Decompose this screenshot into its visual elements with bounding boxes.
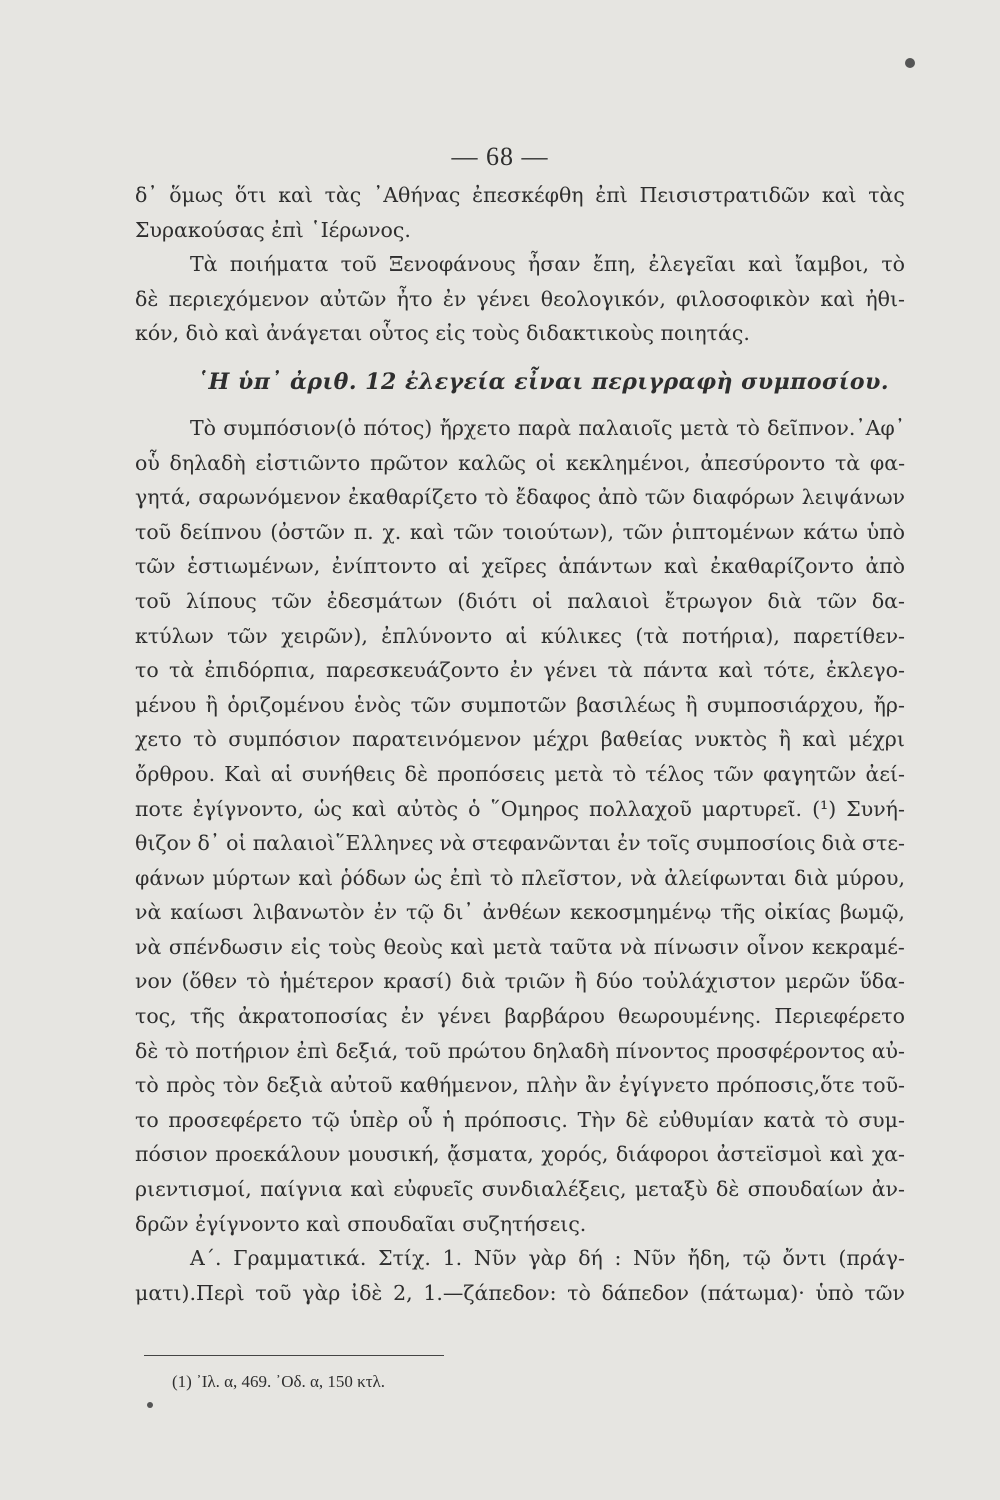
text-line: τος, τῆς ἀκρατοποσίας ἐν γένει βαρβάρου θεωρουμένης. Περιεφέρετο	[135, 1004, 905, 1029]
text-line: δὲ περιεχόμενον αὐτῶν ἦτο ἐν γένει θεολογικόν, φιλοσοφικὸν καὶ ἠθι-	[135, 286, 905, 311]
ink-speck	[147, 1402, 153, 1408]
text-line: τῶν ἑστιωμένων, ἐνίπτοντο αἱ χεῖρες ἁπάντων καὶ ἐκαθαρίζοντο ἀπὸ	[135, 554, 905, 579]
text-line: το προσεφέρετο τῷ ὑπὲρ οὗ ἡ πρόποσις. Τὴν δὲ εὐθυμίαν κατὰ τὸ συμ-	[135, 1107, 905, 1132]
text-line: Τὸ συμπόσιον(ὁ πότος) ἤρχετο παρὰ παλαιοῖς μετὰ τὸ δεῖπνον.᾽Αφ᾽	[190, 415, 905, 440]
text-line: ποτε ἐγίγνοντο, ὡς καὶ αὐτὸς ὁ ῞Ομηρος πολλαχοῦ μαρτυρεῖ. (¹) Συνή-	[135, 796, 905, 821]
text-line: ματι).Περὶ τοῦ γὰρ ἰδὲ 2, 1.—ζάπεδον: τὸ δάπεδον (πάτωμα)· ὑπὸ τῶν	[135, 1280, 905, 1305]
text-line: νὰ σπένδωσιν εἰς τοὺς θεοὺς καὶ μετὰ ταῦτα νὰ πίνωσιν οἶνον κεκραμέ-	[135, 934, 905, 959]
text-line: το τὰ ἐπιδόρπια, παρεσκευάζοντο ἐν γένει τὰ πάντα καὶ τότε, ἐκλεγο-	[135, 658, 905, 683]
text-line: δρῶν ἐγίγνοντο καὶ σπουδαῖαι συζητήσεις.	[135, 1211, 587, 1236]
text-line: Συρακούσας ἐπὶ ῾Ιέρωνος.	[135, 217, 411, 242]
section-heading: ῾Η ὑπ᾽ ἀριθ. 12 ἐλεγεία εἶναι περιγραφὴ συμποσίου.	[197, 368, 889, 395]
text-line: κτύλων τῶν χειρῶν), ἐπλύνοντο αἱ κύλικες (τὰ ποτήρια), παρετίθεν-	[135, 623, 905, 648]
text-line: τοῦ λίπους τῶν ἐδεσμάτων (διότι οἱ παλαιοὶ ἔτρωγον διὰ τῶν δα-	[135, 588, 905, 613]
footnote-rule	[144, 1355, 444, 1356]
body-text	[135, 178, 905, 1310]
text-line: κόν, διὸ καὶ ἀνάγεται οὗτος εἰς τοὺς διδακτικοὺς ποιητάς.	[135, 321, 750, 346]
text-line: ριεντισμοί, παίγνια καὶ εὐφυεῖς συνδιαλέξεις, μεταξὺ δὲ σπουδαίων ἀν-	[135, 1177, 905, 1202]
text-line: χετο τὸ συμπόσιον παρατεινόμενον μέχρι βαθείας νυκτὸς ἢ καὶ μέχρι	[135, 727, 905, 752]
text-line: μένου ἢ ὁριζομένου ἑνὸς τῶν συμποτῶν βασιλέως ἢ συμποσιάρχου, ἤρ-	[135, 692, 905, 717]
text-line: δ᾽ ὅμως ὅτι καὶ τὰς ᾽Αθήνας ἐπεσκέφθη ἐπὶ Πεισιστρατιδῶν καὶ τὰς	[135, 183, 905, 207]
text-line: νον (ὅθεν τὸ ἡμέτερον κρασί) διὰ τριῶν ἢ δύο τοὐλάχιστον μερῶν ὕδα-	[135, 969, 905, 994]
ink-speck	[905, 58, 915, 68]
text-line: δὲ τὸ ποτήριον ἐπὶ δεξιά, τοῦ πρώτου δηλαδὴ πίνοντος προσφέροντος αὐ-	[135, 1038, 905, 1063]
text-line: τὸ πρὸς τὸν δεξιὰ αὐτοῦ καθήμενον, πλὴν ἂν ἐγίγνετο πρόποσις,ὅτε τοῦ-	[135, 1073, 905, 1098]
text-line: θιζον δ᾽ οἱ παλαιοὶ῞Ελληνες νὰ στεφανῶνται ἐν τοῖς συμποσίοις διὰ στε-	[135, 831, 905, 856]
text-line: Α΄. Γραμματικά. Στίχ. 1. Νῦν γὰρ δή : Νῦν ἤδη, τῷ ὄντι (πράγ-	[190, 1246, 905, 1271]
text-line: πόσιον προεκάλουν μουσική, ᾄσματα, χορός, διάφοροι ἀστεϊσμοὶ καὶ χα-	[135, 1142, 905, 1167]
text-line: νὰ καίωσι λιβανωτὸν ἐν τῷ δι᾽ ἀνθέων κεκοσμημένῳ τῆς οἰκίας βωμῷ,	[135, 900, 905, 925]
text-line: γητά, σαρωνόμενον ἐκαθαρίζετο τὸ ἔδαφος ἀπὸ τῶν διαφόρων λειψάνων	[135, 485, 905, 510]
page-number: — 68 —	[451, 142, 549, 171]
text-line: Τὰ ποιήματα τοῦ Ξενοφάνους ἦσαν ἔπη, ἐλεγεῖαι καὶ ἴαμβοι, τὸ	[190, 252, 905, 277]
text-line: φάνων μύρτων καὶ ῥόδων ὡς ἐπὶ τὸ πλεῖστον, νὰ ἀλείφωνται διὰ μύρου,	[135, 865, 905, 890]
text-line: ὄρθρου. Καὶ αἱ συνήθεις δὲ προπόσεις μετὰ τὸ τέλος τῶν φαγητῶν ἀεί-	[135, 761, 905, 786]
text-line: οὗ δηλαδὴ εἰστιῶντο πρῶτον καλῶς οἱ κεκλημένοι, ἀπεσύροντο τὰ φα-	[135, 450, 905, 475]
text-line: τοῦ δείπνου (ὀστῶν π. χ. καὶ τῶν τοιούτων), τῶν ῥιπτομένων κάτω ὑπὸ	[135, 519, 905, 544]
footnote: (1) ᾽Ιλ. α, 469. ᾽Οδ. α, 150 κτλ.	[172, 1372, 386, 1391]
